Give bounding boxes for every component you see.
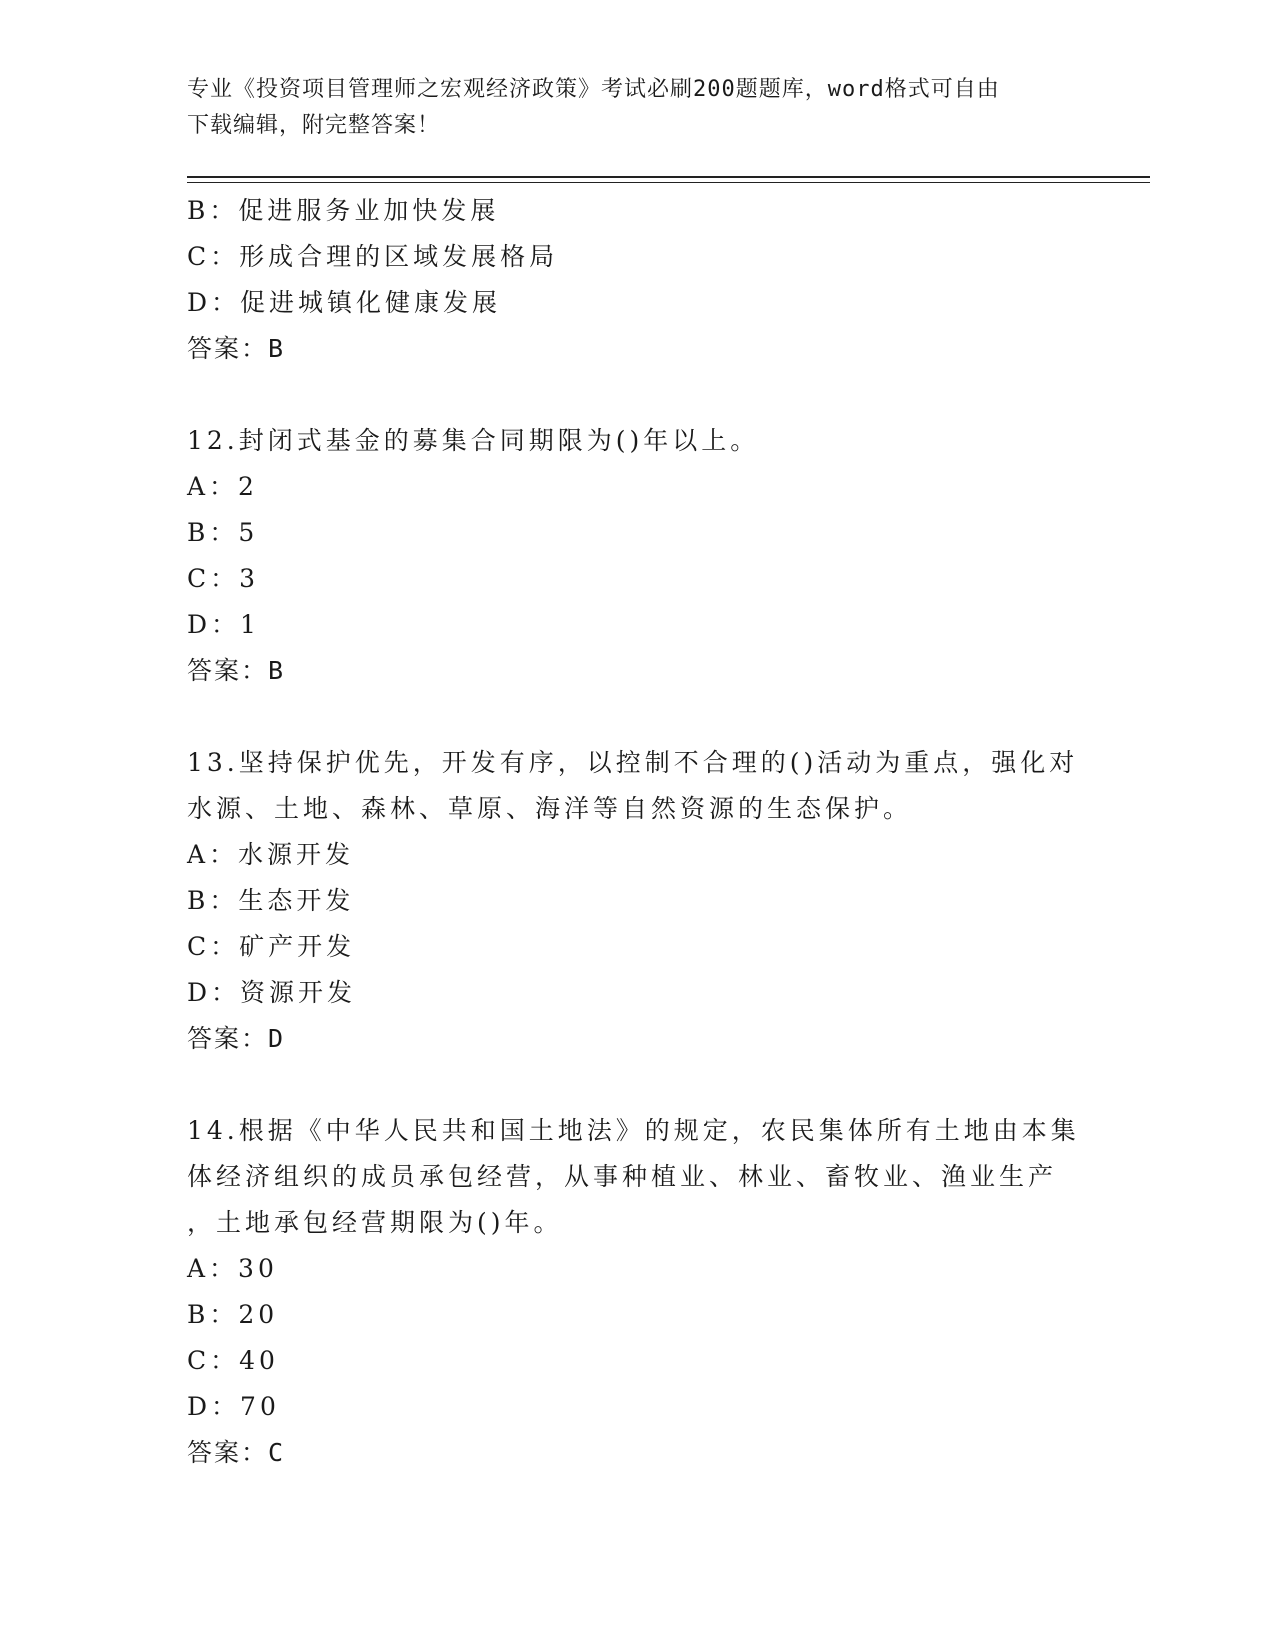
answer-line bbox=[187, 1430, 1087, 1476]
answer-label: 答案： bbox=[187, 1438, 269, 1467]
question-block-prev bbox=[187, 188, 1087, 372]
option-c: C：形成合理的区域发展格局 bbox=[187, 242, 559, 271]
option-a: A：2 bbox=[187, 472, 258, 501]
header-line-2: 下载编辑，附完整答案！ bbox=[187, 113, 441, 138]
question-stem: 13.坚持保护优先，开发有序，以控制不合理的()活动为重点，强化对 bbox=[187, 748, 1079, 777]
header-line-1: 专业《投资项目管理师之宏观经济政策》考试必刷200题题库，word格式可自由 bbox=[187, 77, 1000, 102]
answer-value: B bbox=[268, 334, 284, 363]
header-divider-thick bbox=[187, 176, 1150, 178]
answer-value: B bbox=[268, 656, 284, 685]
answer-value: C bbox=[268, 1438, 284, 1467]
question-stem: 14.根据《中华人民共和国土地法》的规定，农民集体所有土地由本集 bbox=[187, 1116, 1080, 1145]
option-d: D：促进城镇化健康发展 bbox=[187, 288, 502, 317]
option-d: D：1 bbox=[187, 610, 260, 639]
answer-value: D bbox=[268, 1024, 284, 1053]
option-d: D：70 bbox=[187, 1392, 280, 1421]
option-c: C：40 bbox=[187, 1346, 279, 1375]
answer-line bbox=[187, 1016, 1087, 1062]
question-stem: 12.封闭式基金的募集合同期限为()年以上。 bbox=[187, 426, 760, 455]
question-stem: 体经济组织的成员承包经营，从事种植业、林业、畜牧业、渔业生产 bbox=[187, 1162, 1058, 1191]
option-b: B：20 bbox=[187, 1300, 279, 1329]
question-block-13 bbox=[187, 740, 1087, 1062]
answer-label: 答案： bbox=[187, 334, 269, 363]
document-header bbox=[187, 72, 1067, 144]
option-c: C：矿产开发 bbox=[187, 932, 356, 961]
question-stem: ，土地承包经营期限为()年。 bbox=[187, 1208, 563, 1237]
option-a: A：30 bbox=[187, 1254, 278, 1283]
header-divider-thin bbox=[187, 182, 1150, 183]
answer-line bbox=[187, 326, 1087, 372]
answer-line bbox=[187, 648, 1087, 694]
answer-label: 答案： bbox=[187, 656, 269, 685]
question-list bbox=[187, 188, 1087, 1476]
question-block-12 bbox=[187, 418, 1087, 694]
option-b: B：5 bbox=[187, 518, 259, 547]
option-a: A：水源开发 bbox=[187, 840, 355, 869]
answer-label: 答案： bbox=[187, 1024, 269, 1053]
question-block-14 bbox=[187, 1108, 1087, 1476]
option-b: B：促进服务业加快发展 bbox=[187, 196, 500, 225]
option-c: C：3 bbox=[187, 564, 260, 593]
option-b: B：生态开发 bbox=[187, 886, 355, 915]
question-stem: 水源、土地、森林、草原、海洋等自然资源的生态保护。 bbox=[187, 794, 913, 823]
option-d: D：资源开发 bbox=[187, 978, 357, 1007]
